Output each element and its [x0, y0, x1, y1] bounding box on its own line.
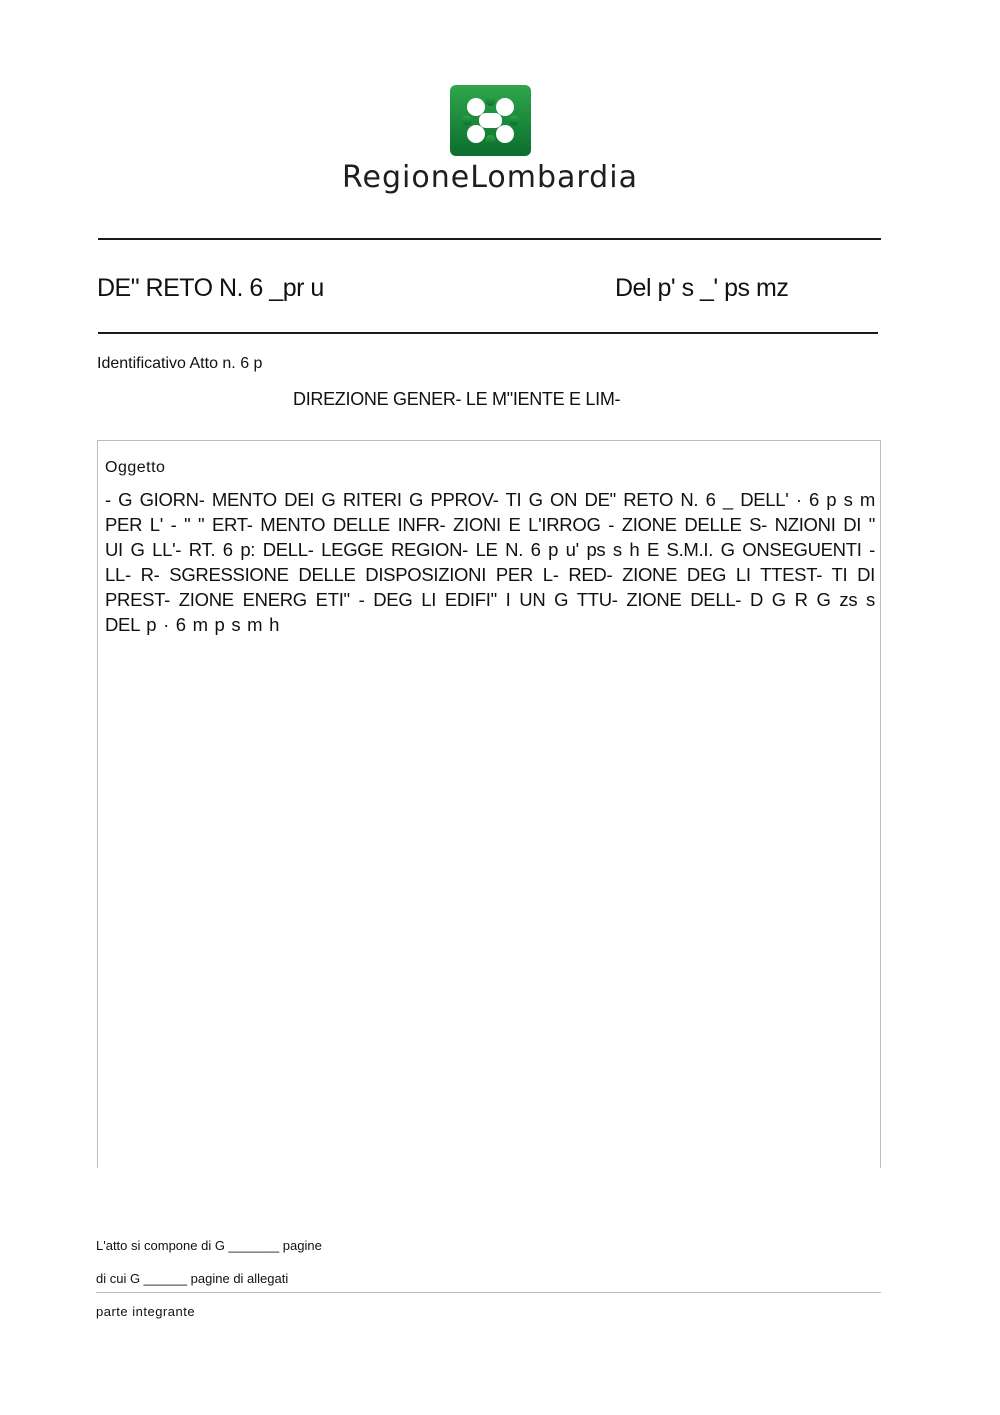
regione-lombardia-logo-icon [450, 85, 531, 156]
oggetto-label: Oggetto [105, 459, 166, 476]
identificativo-atto: Identificativo Atto n. 6 p [97, 355, 263, 372]
header-bottom-divider [98, 332, 878, 334]
footer-divider [96, 1292, 881, 1293]
footer-attachments-count: di cui G ______ pagine di allegati [96, 1271, 289, 1286]
oggetto-box [97, 440, 881, 1168]
brand-name: RegioneLombardia [342, 160, 638, 195]
oggetto-text: - G GIORN- MENTO DEI G RITERI G PPROV- TI G ON DE" RETO N. 6 _ DELL' · 6 p s m PER L' - " " ERT- MENTO DELLE INFR- ZIONI E L'IRROG - ZIONE DELLE S- NZIONI DI " UI G LL'- RT. 6 p: DELL- LEGGE REGION- LE N. 6 p u' ps s h E S.M.I. G ONSEGUENTI - LL- R- SGRESSIONE DELLE DISPOSIZIONI PER L- RED- ZIONE DEG LI TTEST- TI DI PREST- ZIONE ENERG ETI" - DEG LI EDIFI" I UN G TTU- ZIONE DELL- D G R G zs s DEL p · 6 m p s m h [105, 489, 875, 635]
footer-parte-integrante: parte integrante [96, 1304, 196, 1319]
footer-pages-count: L'atto si compone di G _______ pagine [96, 1238, 322, 1253]
decreto-number: DE" RETO N. 6 _pr u [97, 274, 324, 302]
decreto-date: Del p' s _' ps mz [615, 274, 789, 302]
header-top-divider [98, 238, 881, 240]
direzione-generale: DIREZIONE GENER- LE M"IENTE E LIM- [293, 389, 621, 409]
